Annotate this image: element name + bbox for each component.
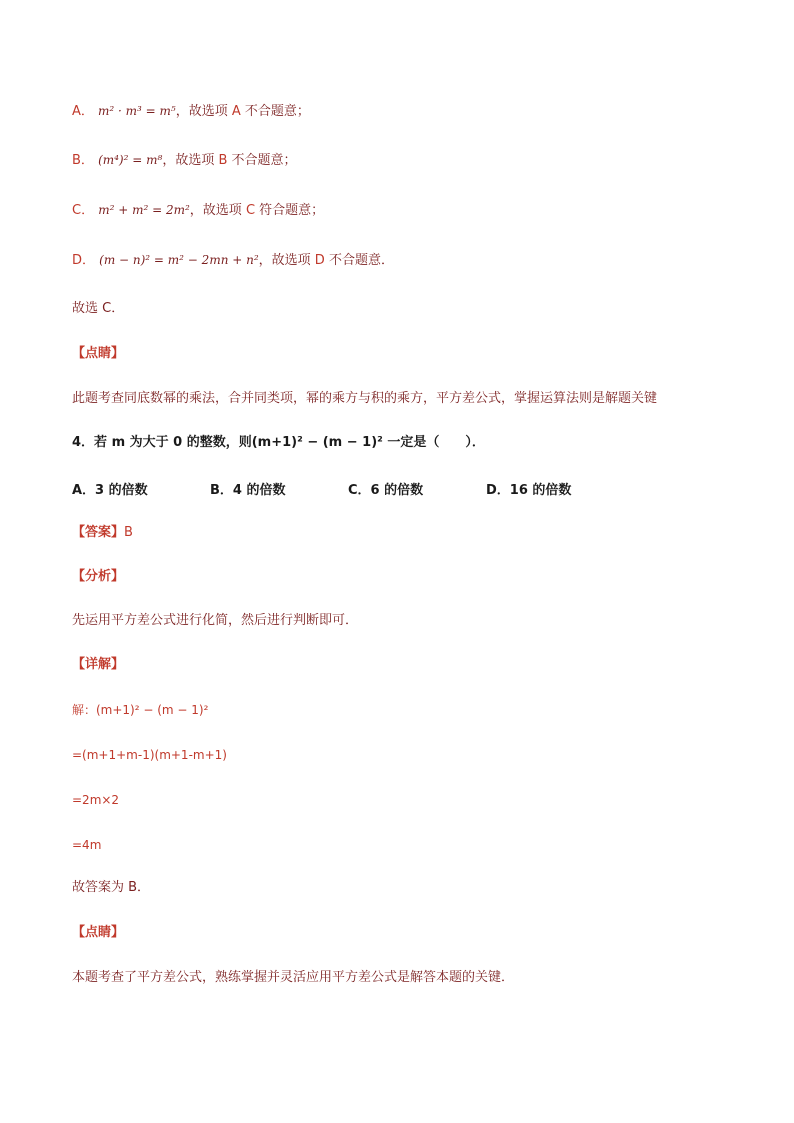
- option-text: 不合题意．: [324, 253, 394, 268]
- formula: (m⁴)² = m⁸: [98, 153, 163, 167]
- detail-step: =4m: [72, 838, 102, 852]
- option-ref: D: [314, 253, 325, 268]
- conclusion: 故答案为 B．: [72, 880, 151, 895]
- solution-option-b: [72, 151, 297, 170]
- choice-b: B．4 的倍数: [210, 483, 286, 498]
- detail-step: =(m+1+m-1)(m+1-m+1): [72, 748, 227, 762]
- formula: m² · m³ = m⁵: [98, 104, 176, 118]
- detail-label: 【详解】: [72, 657, 125, 672]
- option-text: ，故选项: [189, 203, 246, 218]
- choice-d: D．16 的倍数: [486, 483, 572, 498]
- question-4-stem: 4．若 m 为大于 0 的整数，则(m+1)² − (m − 1)² 一定是（ ）．: [72, 435, 485, 450]
- detail-step: =2m×2: [72, 793, 120, 807]
- choose-line: 故选 C．: [72, 301, 125, 316]
- analysis-text: 先运用平方差公式进行化简，然后进行判断即可．: [72, 613, 359, 628]
- solution-option-d: [72, 251, 394, 270]
- solution-option-a: [72, 102, 310, 121]
- answer-label: 【答案】: [72, 525, 125, 540]
- detail-step: 解：(m+1)² − (m − 1)²: [72, 703, 209, 717]
- option-text: 不合题意；: [240, 104, 310, 119]
- comment-text: 本题考查了平方差公式，熟练掌握并灵活应用平方差公式是解答本题的关键．: [72, 970, 515, 985]
- comment-label: 【点睛】: [72, 346, 125, 361]
- answer-line: [72, 524, 133, 542]
- option-text: 不合题意；: [227, 153, 297, 168]
- formula: m² + m² = 2m²: [98, 203, 190, 217]
- solution-option-c: [72, 201, 324, 220]
- option-text: ，故选项: [162, 153, 219, 168]
- option-text: ，故选项: [258, 253, 315, 268]
- analysis-label: 【分析】: [72, 569, 125, 584]
- option-ref: C: [245, 203, 256, 218]
- option-letter: B．: [72, 153, 94, 168]
- option-ref: A: [231, 104, 241, 119]
- option-ref: B: [218, 153, 228, 168]
- comment-label: 【点睛】: [72, 925, 125, 940]
- option-letter: C．: [72, 203, 95, 218]
- option-letter: D．: [72, 253, 96, 268]
- option-text: 符合题意；: [255, 203, 325, 218]
- choice-c: C．6 的倍数: [348, 483, 424, 498]
- formula: (m − n)² = m² − 2mn + n²: [99, 253, 259, 267]
- comment-text: 此题考查同底数幂的乘法，合并同类项，幂的乘方与积的乘方，平方差公式，掌握运算法则是解题关键: [72, 391, 658, 406]
- choice-a: A．3 的倍数: [72, 483, 148, 498]
- option-letter: A．: [72, 104, 94, 119]
- option-text: ，故选项: [175, 104, 232, 119]
- answer-value: B: [124, 525, 133, 540]
